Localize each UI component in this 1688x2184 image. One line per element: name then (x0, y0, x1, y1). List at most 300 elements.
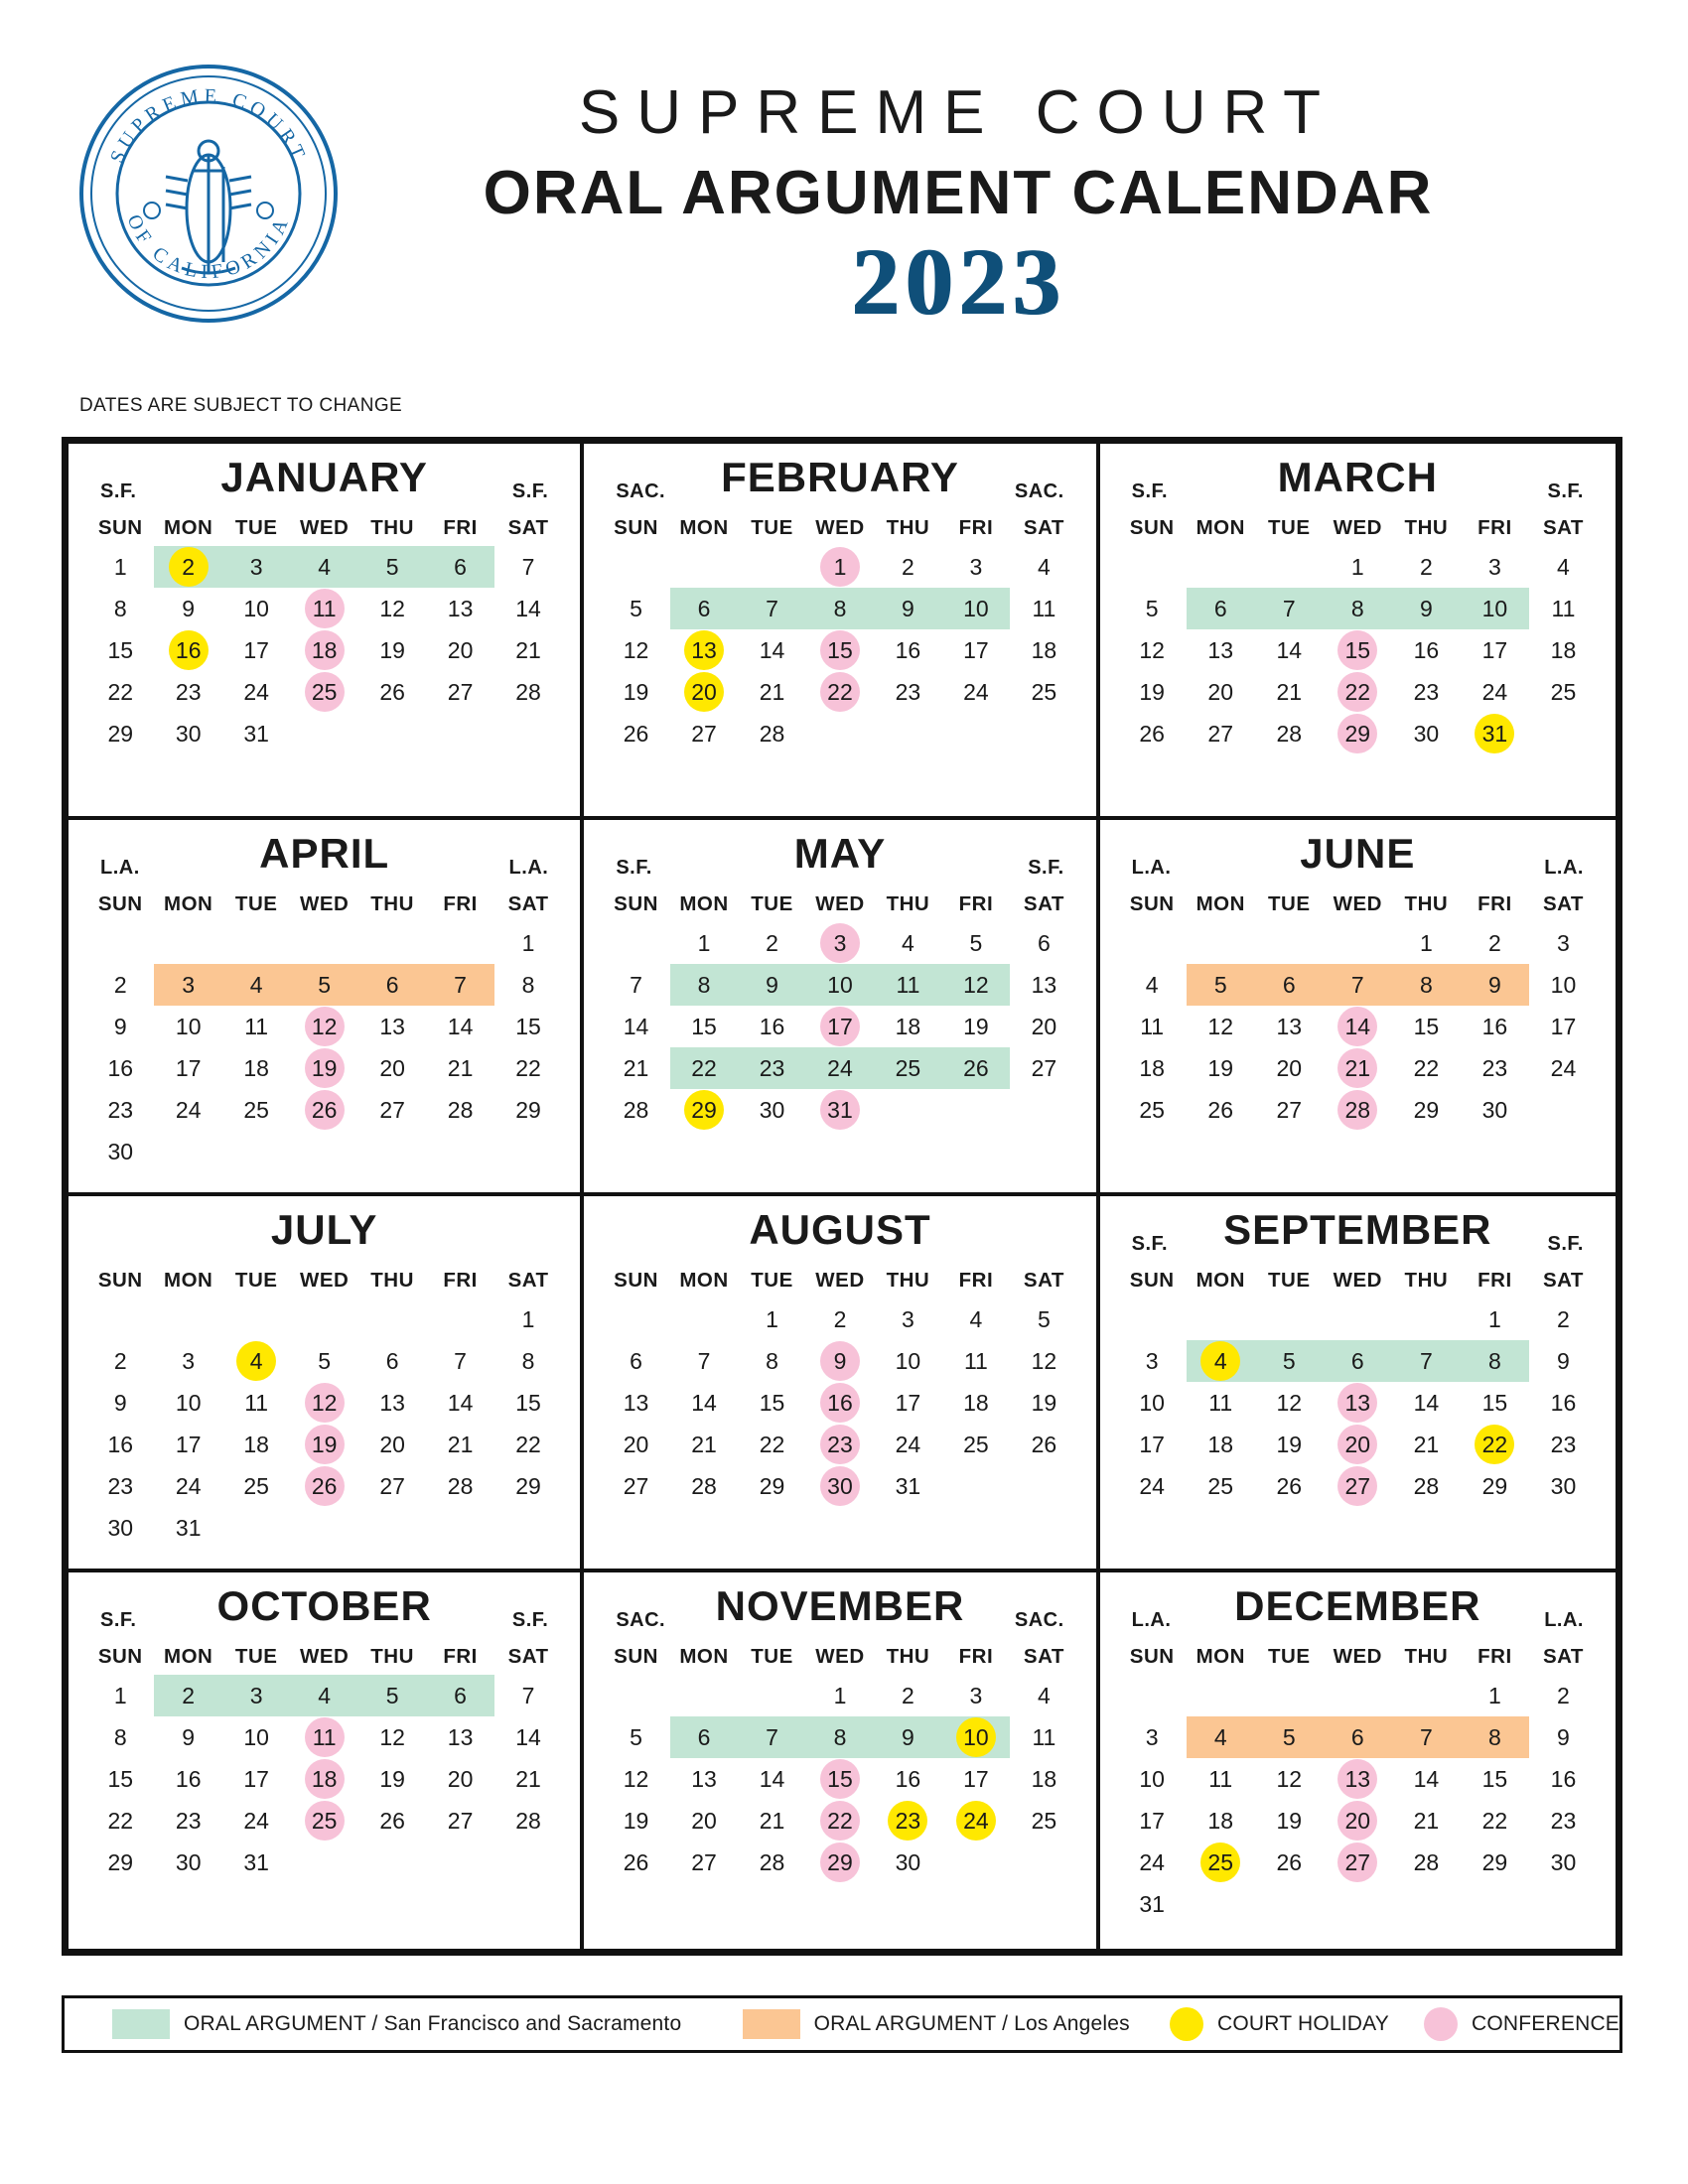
day-cell-content (358, 671, 426, 713)
day-number: 12 (1031, 1348, 1057, 1374)
week-row (1118, 922, 1598, 964)
empty-day-cell (602, 546, 669, 588)
day-number: 31 (243, 1849, 269, 1875)
day-cell-august-23 (806, 1424, 874, 1465)
day-number: 4 (1557, 554, 1570, 580)
day-cell-content (1324, 588, 1392, 629)
empty-day-cell (426, 922, 493, 964)
day-number: 4 (1037, 1683, 1051, 1708)
day-cell-september-23 (1529, 1424, 1598, 1465)
empty-day-cell (1255, 1298, 1324, 1340)
day-number: 25 (1031, 1808, 1057, 1834)
empty-day-cell (942, 1842, 1010, 1883)
day-cell-january-14 (494, 588, 563, 629)
day-cell-content (426, 1424, 493, 1465)
day-cell-content (358, 588, 426, 629)
week-row (602, 546, 1077, 588)
empty-day-cell (222, 1298, 290, 1340)
day-cell-november-14 (738, 1758, 805, 1800)
day-number: 25 (1550, 679, 1577, 705)
day-number: 25 (243, 1473, 269, 1499)
day-cell-content (1118, 1006, 1187, 1047)
day-cell-january-29 (86, 713, 154, 754)
day-cell-may-7 (602, 964, 669, 1006)
day-cell-august-28 (670, 1465, 738, 1507)
day-number: 24 (243, 679, 269, 705)
day-cell-content (942, 922, 1010, 964)
day-cell-content (806, 1800, 874, 1842)
legend (62, 1995, 1622, 2053)
day-number: 31 (827, 1097, 853, 1123)
day-number: 1 (113, 1683, 127, 1708)
empty-day-cell (1010, 713, 1078, 754)
day-number: 4 (1213, 1724, 1227, 1750)
day-cell-content (942, 1758, 1010, 1800)
day-number: 18 (1031, 1766, 1057, 1792)
day-cell-october-29 (86, 1842, 154, 1883)
day-cell-december-6 (1324, 1716, 1392, 1758)
week-row (1118, 1382, 1598, 1424)
day-cell-april-15 (494, 1006, 563, 1047)
day-number: 8 (833, 1724, 847, 1750)
day-cell-may-15 (670, 1006, 738, 1047)
day-number: 12 (379, 596, 405, 621)
day-number: 18 (1207, 1432, 1234, 1457)
month-header (86, 830, 562, 886)
day-cell-march-6 (1187, 588, 1255, 629)
day-number: 18 (1139, 1055, 1165, 1081)
day-number: 1 (521, 930, 535, 956)
day-cell-content (1461, 1800, 1529, 1842)
day-number: 9 (902, 1724, 914, 1750)
week-row (1118, 1758, 1598, 1800)
week-row (1118, 1047, 1598, 1089)
week-row (86, 1716, 562, 1758)
day-cell-december-16 (1529, 1758, 1598, 1800)
day-number: 4 (318, 554, 332, 580)
day-number: 10 (1481, 596, 1508, 621)
day-cell-april-18 (222, 1047, 290, 1089)
day-cell-content (602, 713, 669, 754)
day-cell-november-4 (1010, 1675, 1078, 1716)
calendar-grid (62, 437, 1622, 1956)
day-cell-content (494, 1424, 563, 1465)
month-name: JANUARY (220, 454, 428, 500)
day-cell-content (290, 1006, 357, 1047)
day-cell-content (1529, 1047, 1598, 1089)
day-number: 27 (1344, 1473, 1371, 1499)
day-cell-content (358, 1800, 426, 1842)
month-table (86, 891, 562, 1172)
day-number: 24 (1139, 1473, 1165, 1499)
empty-day-cell (942, 1089, 1010, 1131)
day-number: 24 (963, 679, 989, 705)
month-march (1100, 444, 1616, 820)
day-cell-content (1392, 546, 1461, 588)
day-number: 9 (113, 1390, 127, 1416)
day-number: 25 (1031, 679, 1057, 705)
day-cell-content (1392, 1758, 1461, 1800)
day-number: 5 (385, 1683, 399, 1708)
day-cell-content (1461, 1047, 1529, 1089)
day-number: 14 (515, 1724, 541, 1750)
day-number: 12 (1207, 1014, 1234, 1039)
week-row (86, 1340, 562, 1382)
day-cell-content (290, 629, 357, 671)
day-cell-content (1392, 588, 1461, 629)
weekday-wed: WED (815, 1645, 865, 1668)
day-cell-september-7 (1392, 1340, 1461, 1382)
day-cell-september-29 (1461, 1465, 1529, 1507)
day-cell-content (358, 1382, 426, 1424)
day-cell-may-11 (874, 964, 941, 1006)
day-cell-february-25 (1010, 671, 1078, 713)
day-number: 27 (1207, 721, 1234, 747)
weekday-header-row (86, 515, 562, 546)
month-name: SEPTEMBER (1223, 1206, 1492, 1253)
day-cell-content (806, 1758, 874, 1800)
day-cell-content (806, 1465, 874, 1507)
weekday-tue: TUE (234, 516, 278, 539)
day-cell-january-9 (154, 588, 221, 629)
day-cell-october-26 (358, 1800, 426, 1842)
day-cell-july-19 (290, 1424, 357, 1465)
day-cell-content (1187, 1047, 1255, 1089)
day-cell-content (290, 588, 357, 629)
day-cell-november-17 (942, 1758, 1010, 1800)
month-location-right: SAC. (1014, 1609, 1064, 1631)
day-cell-october-11 (290, 1716, 357, 1758)
day-cell-december-8 (1461, 1716, 1529, 1758)
empty-day-cell (358, 1131, 426, 1172)
day-cell-august-14 (670, 1382, 738, 1424)
day-cell-november-12 (602, 1758, 669, 1800)
day-cell-content (426, 964, 493, 1006)
week-row (602, 1382, 1077, 1424)
day-cell-content (222, 1047, 290, 1089)
day-number: 11 (1208, 1766, 1233, 1792)
empty-day-cell (1392, 1675, 1461, 1716)
day-cell-june-11 (1118, 1006, 1187, 1047)
weekday-mon: MON (1196, 1645, 1245, 1668)
day-cell-march-30 (1392, 713, 1461, 754)
month-header (1118, 454, 1598, 509)
day-cell-content (1461, 1298, 1529, 1340)
empty-day-cell (1118, 922, 1187, 964)
empty-day-cell (942, 713, 1010, 754)
day-cell-july-17 (154, 1424, 221, 1465)
day-cell-content (1461, 1758, 1529, 1800)
day-cell-february-27 (670, 713, 738, 754)
day-number: 16 (107, 1055, 134, 1081)
month-table (86, 515, 562, 754)
day-cell-content (1324, 1800, 1392, 1842)
day-cell-content (670, 1716, 738, 1758)
month-location-left: S.F. (100, 1609, 137, 1631)
day-number: 16 (1550, 1766, 1577, 1792)
day-cell-october-17 (222, 1758, 290, 1800)
empty-day-cell (426, 1507, 493, 1549)
day-number: 10 (243, 1724, 269, 1750)
day-number: 20 (1031, 1014, 1057, 1039)
day-number: 11 (1032, 1724, 1056, 1750)
day-cell-content (1118, 1047, 1187, 1089)
day-cell-january-11 (290, 588, 357, 629)
day-cell-december-7 (1392, 1716, 1461, 1758)
day-cell-content (942, 964, 1010, 1006)
day-cell-march-19 (1118, 671, 1187, 713)
day-cell-content (494, 671, 563, 713)
day-cell-september-27 (1324, 1465, 1392, 1507)
month-header (602, 454, 1077, 509)
day-cell-content (426, 1047, 493, 1089)
day-cell-november-9 (874, 1716, 941, 1758)
day-cell-content (1324, 1842, 1392, 1883)
day-cell-content (358, 964, 426, 1006)
empty-day-cell (602, 1675, 669, 1716)
day-cell-may-20 (1010, 1006, 1078, 1047)
weekday-header-row (1118, 1644, 1598, 1675)
day-number: 19 (623, 679, 649, 705)
day-number: 22 (691, 1055, 717, 1081)
day-cell-february-22 (806, 671, 874, 713)
day-number: 21 (515, 637, 541, 663)
week-row (602, 1675, 1077, 1716)
empty-day-cell (602, 1298, 669, 1340)
day-number: 10 (1550, 972, 1577, 998)
day-number: 5 (630, 1724, 642, 1750)
day-cell-content (426, 588, 493, 629)
day-cell-june-29 (1392, 1089, 1461, 1131)
day-cell-september-9 (1529, 1340, 1598, 1382)
day-number: 30 (1481, 1097, 1508, 1123)
day-cell-content (290, 1675, 357, 1716)
month-september (1100, 1196, 1616, 1572)
day-number: 2 (182, 1683, 196, 1708)
day-cell-may-12 (942, 964, 1010, 1006)
week-row (86, 1006, 562, 1047)
day-number: 29 (107, 1849, 134, 1875)
day-cell-april-30 (86, 1131, 154, 1172)
day-cell-march-4 (1529, 546, 1598, 588)
day-cell-content (154, 1340, 221, 1382)
day-cell-august-30 (806, 1465, 874, 1507)
day-cell-content (1118, 629, 1187, 671)
day-cell-content (738, 1298, 805, 1340)
day-cell-content (358, 1089, 426, 1131)
day-cell-content (1010, 546, 1078, 588)
day-cell-may-9 (738, 964, 805, 1006)
day-cell-december-5 (1255, 1716, 1324, 1758)
day-cell-october-16 (154, 1758, 221, 1800)
week-row (86, 922, 562, 964)
day-cell-content (806, 964, 874, 1006)
day-cell-content (670, 1047, 738, 1089)
day-cell-content (426, 1800, 493, 1842)
empty-day-cell (494, 1842, 563, 1883)
day-cell-content (494, 964, 563, 1006)
day-cell-december-4 (1187, 1716, 1255, 1758)
weekday-sun: SUN (1129, 1269, 1175, 1292)
day-cell-january-17 (222, 629, 290, 671)
day-cell-content (222, 1716, 290, 1758)
day-cell-march-14 (1255, 629, 1324, 671)
day-cell-content (1392, 1340, 1461, 1382)
day-cell-content (670, 1758, 738, 1800)
day-number: 16 (1413, 637, 1440, 663)
day-number: 2 (1557, 1306, 1570, 1332)
empty-day-cell (358, 713, 426, 754)
month-location-right: S.F. (1028, 857, 1064, 879)
day-cell-february-21 (738, 671, 805, 713)
day-cell-content (942, 588, 1010, 629)
day-cell-content (806, 671, 874, 713)
day-cell-january-8 (86, 588, 154, 629)
day-number: 30 (827, 1473, 853, 1499)
day-cell-content (738, 1382, 805, 1424)
day-cell-april-12 (290, 1006, 357, 1047)
day-cell-december-22 (1461, 1800, 1529, 1842)
weekday-sun: SUN (614, 1269, 658, 1292)
day-cell-content (738, 1089, 805, 1131)
day-number: 9 (1557, 1348, 1570, 1374)
day-number: 20 (691, 1808, 717, 1834)
weekday-sun: SUN (614, 1645, 658, 1668)
day-number: 28 (691, 1473, 717, 1499)
empty-day-cell (1187, 1298, 1255, 1340)
day-cell-january-19 (358, 629, 426, 671)
week-row (602, 1465, 1077, 1507)
day-cell-december-11 (1187, 1758, 1255, 1800)
day-cell-november-21 (738, 1800, 805, 1842)
day-cell-july-27 (358, 1465, 426, 1507)
day-cell-april-27 (358, 1089, 426, 1131)
day-cell-content (874, 922, 941, 964)
day-number: 18 (1031, 637, 1057, 663)
day-cell-content (86, 588, 154, 629)
empty-day-cell (1255, 922, 1324, 964)
day-number: 30 (895, 1849, 921, 1875)
day-cell-content (1255, 1465, 1324, 1507)
day-cell-october-19 (358, 1758, 426, 1800)
day-cell-content (1324, 1465, 1392, 1507)
month-august (584, 1196, 1099, 1572)
day-cell-content (222, 1465, 290, 1507)
day-number: 1 (766, 1306, 778, 1332)
day-number: 5 (318, 972, 332, 998)
month-location-left: SAC. (616, 1609, 666, 1631)
day-number: 10 (1139, 1766, 1165, 1792)
day-number: 12 (311, 1390, 338, 1416)
day-number: 1 (1419, 930, 1433, 956)
day-cell-content (494, 1006, 563, 1047)
day-cell-content (1187, 1340, 1255, 1382)
day-cell-content (290, 546, 357, 588)
day-number: 6 (1213, 596, 1227, 621)
day-cell-content (1187, 1089, 1255, 1131)
day-cell-content (1461, 1089, 1529, 1131)
day-cell-content (290, 1047, 357, 1089)
day-cell-content (874, 1006, 941, 1047)
month-name: MAY (793, 830, 887, 877)
day-cell-content (670, 588, 738, 629)
day-cell-content (670, 713, 738, 754)
day-cell-content (290, 1424, 357, 1465)
empty-day-cell (494, 1131, 563, 1172)
day-cell-content (1461, 629, 1529, 671)
day-number: 18 (963, 1390, 989, 1416)
day-cell-march-9 (1392, 588, 1461, 629)
day-cell-august-20 (602, 1424, 669, 1465)
day-cell-june-2 (1461, 922, 1529, 964)
day-number: 29 (515, 1097, 541, 1123)
day-number: 18 (1550, 637, 1577, 663)
empty-day-cell (1010, 1465, 1078, 1507)
day-cell-content (86, 1758, 154, 1800)
day-cell-content (670, 1382, 738, 1424)
day-number: 22 (1413, 1055, 1440, 1081)
day-number: 12 (1276, 1766, 1303, 1792)
day-cell-september-22 (1461, 1424, 1529, 1465)
day-cell-content (942, 546, 1010, 588)
day-number: 3 (1145, 1724, 1159, 1750)
day-cell-february-28 (738, 713, 805, 754)
day-cell-content (154, 1758, 221, 1800)
day-cell-august-3 (874, 1298, 941, 1340)
weekday-tue: TUE (751, 516, 793, 539)
day-number: 21 (691, 1432, 717, 1457)
day-cell-may-18 (874, 1006, 941, 1047)
day-cell-june-27 (1255, 1089, 1324, 1131)
day-cell-content (1187, 588, 1255, 629)
legend-swatch-icon (112, 2009, 170, 2039)
day-cell-content (86, 1842, 154, 1883)
day-cell-july-9 (86, 1382, 154, 1424)
day-cell-march-10 (1461, 588, 1529, 629)
day-cell-february-15 (806, 629, 874, 671)
day-number: 20 (1276, 1055, 1303, 1081)
empty-day-cell (1187, 546, 1255, 588)
day-cell-content (1392, 922, 1461, 964)
day-cell-january-1 (86, 546, 154, 588)
day-number: 7 (1350, 972, 1364, 998)
day-cell-content (86, 1800, 154, 1842)
week-row (86, 1382, 562, 1424)
day-cell-content (1324, 1758, 1392, 1800)
day-number: 26 (1139, 721, 1165, 747)
day-cell-november-5 (602, 1716, 669, 1758)
day-cell-content (602, 1006, 669, 1047)
empty-day-cell (1118, 546, 1187, 588)
day-cell-content (1010, 1340, 1078, 1382)
day-cell-content (358, 1340, 426, 1382)
empty-day-cell (670, 1675, 738, 1716)
day-cell-content (1118, 1089, 1187, 1131)
day-cell-content (290, 1089, 357, 1131)
day-number: 24 (175, 1097, 202, 1123)
day-cell-content (942, 1382, 1010, 1424)
weekday-header-row (602, 515, 1077, 546)
day-cell-content (154, 588, 221, 629)
day-cell-october-10 (222, 1716, 290, 1758)
empty-day-cell (670, 1298, 738, 1340)
empty-day-cell (1529, 1883, 1598, 1925)
week-row (1118, 1842, 1598, 1883)
day-cell-february-24 (942, 671, 1010, 713)
day-number: 22 (827, 679, 853, 705)
day-cell-content (86, 1131, 154, 1172)
day-number: 11 (244, 1014, 269, 1039)
